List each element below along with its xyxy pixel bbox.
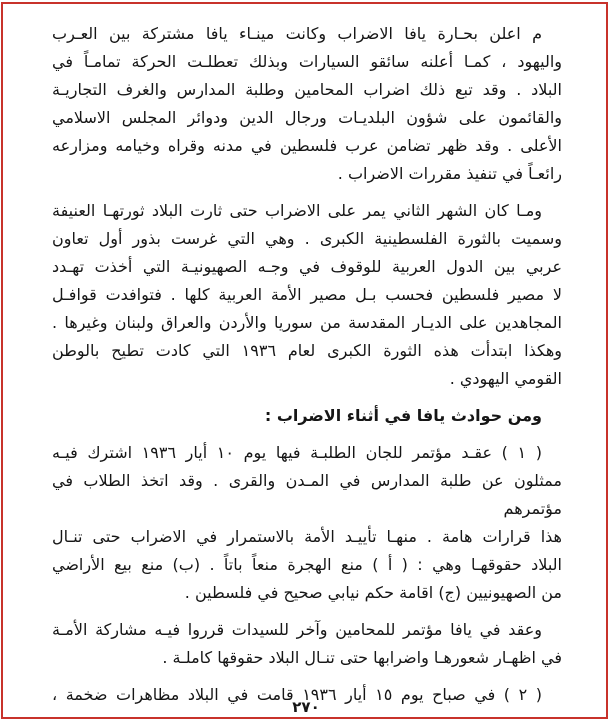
paragraph	[52, 616, 562, 672]
text-line: القومي اليهودي .	[449, 369, 562, 388]
text-line: المجاهدين على الديـار المقدسة من سوريا والأردن والعراق ولبنان وغيرها .	[52, 313, 562, 332]
text-line: في اظهـار شعورهـا واضرابها حتى تنـال البلاد حقوقها كاملـة .	[162, 648, 562, 667]
page-text-block	[52, 20, 562, 709]
text-line: من الصهيونيين (ج) اقامة حكم نيابي صحيح في فلسطين .	[184, 583, 562, 602]
text-line: لا مصير فلسطين فحسب بـل مصير الأمة العربية كلها . فتوافدت قوافـل	[52, 285, 562, 304]
text-line: واليهود ، كمـا أعلنه سائقو السيارات وبذلك تعطلـت الحركة تمامـاً في	[52, 52, 562, 71]
paragraph	[52, 197, 562, 393]
text-line: رائعـاً في تنفيذ مقررات الاضراب .	[337, 164, 562, 183]
heading-line: ومن حوادث يافا في أثناء الاضراب :	[264, 406, 542, 425]
text-line: ( ٢ ) في صباح يوم ١٥ أيار ١٩٣٦ قامت في البلاد مظاهرات ضخمة ،	[52, 685, 542, 704]
text-line: هذا قرارات هامة . منهـا تأييـد الأمة بالاستمرار في الاضراب حتى تنـال	[52, 527, 562, 546]
text-line: م اعلن بحـارة يافا الاضراب وكانت مينـاء يافا مشتركة بين العـرب	[52, 24, 542, 43]
text-line: البلاد حقوقهـا وهي : ( أ ) منع الهجرة منعاً باتاً . (ب) منع بيع الأراضي	[52, 555, 562, 574]
text-line: ومـا كان الشهر الثاني يمر على الاضراب حتى ثارت البلاد ثورتهـا العنيفة	[52, 201, 542, 220]
text-line: وهكذا ابتدأت هذه الثورة الكبرى لعام ١٩٣٦ التي كادت تطيح بالوطن	[52, 341, 563, 360]
text-line: عربي بين الدول العربية للوقوف في وجـه الصهيونيـة التي أخذت تهـدد	[52, 257, 562, 276]
numbered-item-1	[52, 439, 562, 607]
text-line: البلاد . وقد تبع ذلك اضراب المحامين وطلبة المدارس والغرف التجاريـة	[52, 80, 562, 99]
page-number: ٢٧٠	[292, 698, 320, 716]
text-line: وعقد في يافا مؤتمر للمحامين وآخر للسيدات قرروا فيـه مشاركة الأمـة	[52, 620, 542, 639]
paragraph	[52, 20, 562, 188]
text-line: وسميت بالثورة الفلسطينية الكبرى . وهي التي غرست بذور أول تعاون	[52, 229, 562, 248]
text-line: ممثلون عن طلبة المدارس في المـدن والقرى . وقد اتخذ الطلاب في مؤتمرهم	[52, 471, 562, 518]
section-heading	[52, 402, 562, 430]
text-line: والقائمون على شؤون البلديـات ورجال الدين ودوائر المجلس الاسلامي	[52, 108, 562, 127]
text-line: ( ١ ) عقـد مؤتمر للجان الطلبـة فيها يوم ١٠ أيار ١٩٣٦ اشترك فيـه	[52, 443, 542, 462]
text-line: الأعلى . وقد ظهر تضامن عرب فلسطين في مدنه وقراه وخيامه ومزارعه	[52, 136, 562, 155]
